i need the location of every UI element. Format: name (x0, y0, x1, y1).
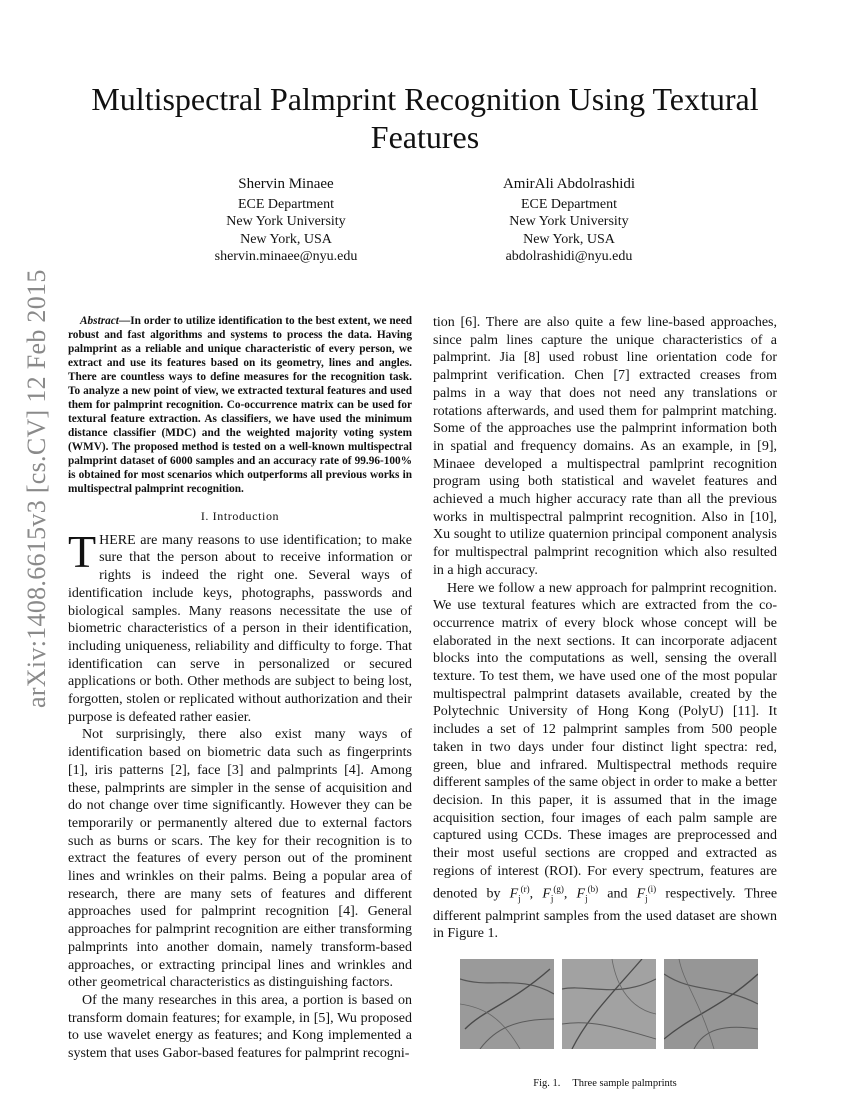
author-email: abdolrashidi@nyu.edu (505, 249, 633, 264)
author-block-1 (126, 176, 446, 266)
math-sub: j (550, 892, 554, 903)
body-paragraph: Of the many researches in this area, a portion is based on transform domain features; for example, in [5], Wu proposed to use wavelet energy as features; and Kong implemented a system that uses Gabor-based features for palmprint recogni- (68, 992, 412, 1062)
figure-caption-text: Three sample palmprints (572, 1078, 677, 1090)
author-dept: ECE Department (237, 196, 335, 212)
body-paragraph-text: Here we follow a new approach for palmprint recognition. We use textural features which are extracted from the co-occurrence matrix of every block whose concept will be elaborated in the next sections. It can incorporate adjacent blocks into the computations as well, sensing the overall texture. To test them, we have used one of the most popular multispectral palmprint datasets available, created by the Polytechnic University of Hong Kong (PolyU) [11]. It includes a set of 12 palmprint samples from 500 people taken in two days under four distinct light spectra: red, green, blue and infrared. Multispectral methods require different samples of the same object in order to make a better decision. In this paper, it is assumed that in the image acquisition section, four images of each palm sample are captured using CCDs. These images are preprocessed and their most useful sections are cropped and extracted as regions of interest (ROI). For every spectrum, features are denoted by (433, 580, 777, 902)
math-sub: j (518, 892, 521, 903)
author-univ: New York University (226, 214, 346, 229)
left-column (68, 314, 412, 1063)
author-email: shervin.minaee@nyu.edu (214, 249, 358, 264)
author-dept: ECE Department (520, 196, 618, 212)
palmprint-image-3 (664, 959, 758, 1049)
palmprint-image-1 (460, 959, 554, 1049)
author-location: New York, USA (240, 231, 332, 247)
math-sup-b: (b) (587, 883, 599, 894)
right-column (433, 314, 777, 1093)
abstract (68, 314, 412, 496)
math-comma: , (529, 886, 534, 902)
math-comma: , (563, 886, 568, 902)
math-f: F (509, 886, 519, 902)
math-sub: j (645, 892, 648, 903)
author-name: AmirAli Abdolrashidi (502, 176, 636, 192)
paper-title: Multispectral Palmprint Recognition Using Textural Features (91, 81, 759, 155)
math-f: F (542, 886, 551, 902)
author-block-2 (409, 176, 729, 266)
body-paragraph (433, 580, 777, 944)
body-paragraph-tail: respectively. Three different palmprint samples from the used dataset are shown in Figure 1. (433, 886, 778, 942)
figure-label: Fig. 1. (533, 1078, 561, 1090)
palmprint-image-2 (562, 959, 656, 1049)
body-paragraph: tion [6]. There are also quite a few line-based approaches, since palm lines capture the unique characteristics of a palmprint. Jia [8] used robust line orientation code for palmprint verification. Chen [7] extracted creases from palms in a way that does not need any translations or rotations afterwards, and used them for palmprint matching. Some of the approaches use the palmprint information both in spatial and frequency domains. As an example, in [9], Minaee developed a multispectral pamlprint recognition program using both statistical and wavelet features and achieved a much higher accuracy rate than all the previous works in multispectral palmprint recognition. Also in [10], Xu sought to utilize quaternion principal component analysis for multispectral palmprint recognition which also resulted in a high accuracy. (433, 315, 777, 578)
math-and: and (607, 886, 628, 902)
math-sup-i: (i) (647, 883, 657, 894)
math-sub: j (585, 892, 588, 903)
author-univ: New York University (509, 214, 629, 229)
arxiv-stamp: arXiv:1408.6615v3 [cs.CV] 12 Feb 2015 (22, 269, 51, 708)
section-heading-introduction: I. Introduction (200, 509, 280, 523)
math-f: F (636, 886, 646, 902)
math-f: F (576, 886, 586, 902)
abstract-text: —In order to utilize identification to the best extent, we need robust and fast algorithms and systems to process the data. Having palmprint as a reliable and unique characteristic of every person, we extract and use its features based on its geometry, lines and angles. There are countless ways to define measures for the recognition task. To analyze a new point of view, we extracted textural features and used them for palmprint recognition. Co-occurrence matrix can be used for textural feature extraction. As classifiers, we have used the minimum distance classifier (MDC) and the weighted majority voting system (WMV). The proposed method is tested on a well-known multispectral palmprint dataset of 6000 samples and an accuracy rate of 99.96-100% is obtained for most scenarios which outperforms all previous works in multispectral palmprint recognition. (68, 315, 412, 495)
author-location: New York, USA (523, 231, 615, 247)
abstract-label: Abstract (80, 315, 119, 327)
body-paragraph: THERE are many reasons to use identification; to make sure that the person about to receive information or rights is indeed the right one. Several ways of identification include keys, photographs, passwords and biological samples. Many reasons necessitate the use of biometric characteristics of a person in their identification, including uniqueness, reliability and difficulty to forge. That identification can serve in personalized or secured applications or both. Other methods are subject to being lost, forgotten, stolen or replicated without authorization and their purpose is defeated rather easier. (68, 525, 412, 725)
author-name: Shervin Minaee (238, 176, 334, 192)
figure-1-images (460, 959, 777, 1049)
math-sup-r: (r) (520, 883, 530, 894)
figure-caption (433, 1075, 777, 1093)
body-paragraph: Not surprisingly, there also exist many ways of identification based on biometric data such as fingerprints [1], iris patterns [2], face [3] and palmprints [4]. Among these, palmprints are simpler in the sense of acquisition and do not change over time significantly. However they can be temporarily or permanently altered due to external factors such as burns or scars. The key for their recognition is to extract the features of every person out of the prominent lines and wrinkles on their palms. Being a popular area of research, there are many sets of features and different approaches used for palmprint recognition [4]. General approaches for palmprint recognition are either transforming palmprints into another domain, namely transform-based approaches, or extracting principal lines and wrinkles and other geometrical characteristics as distinguishing factors. (68, 727, 412, 991)
math-sup-g: (g) (553, 883, 564, 894)
